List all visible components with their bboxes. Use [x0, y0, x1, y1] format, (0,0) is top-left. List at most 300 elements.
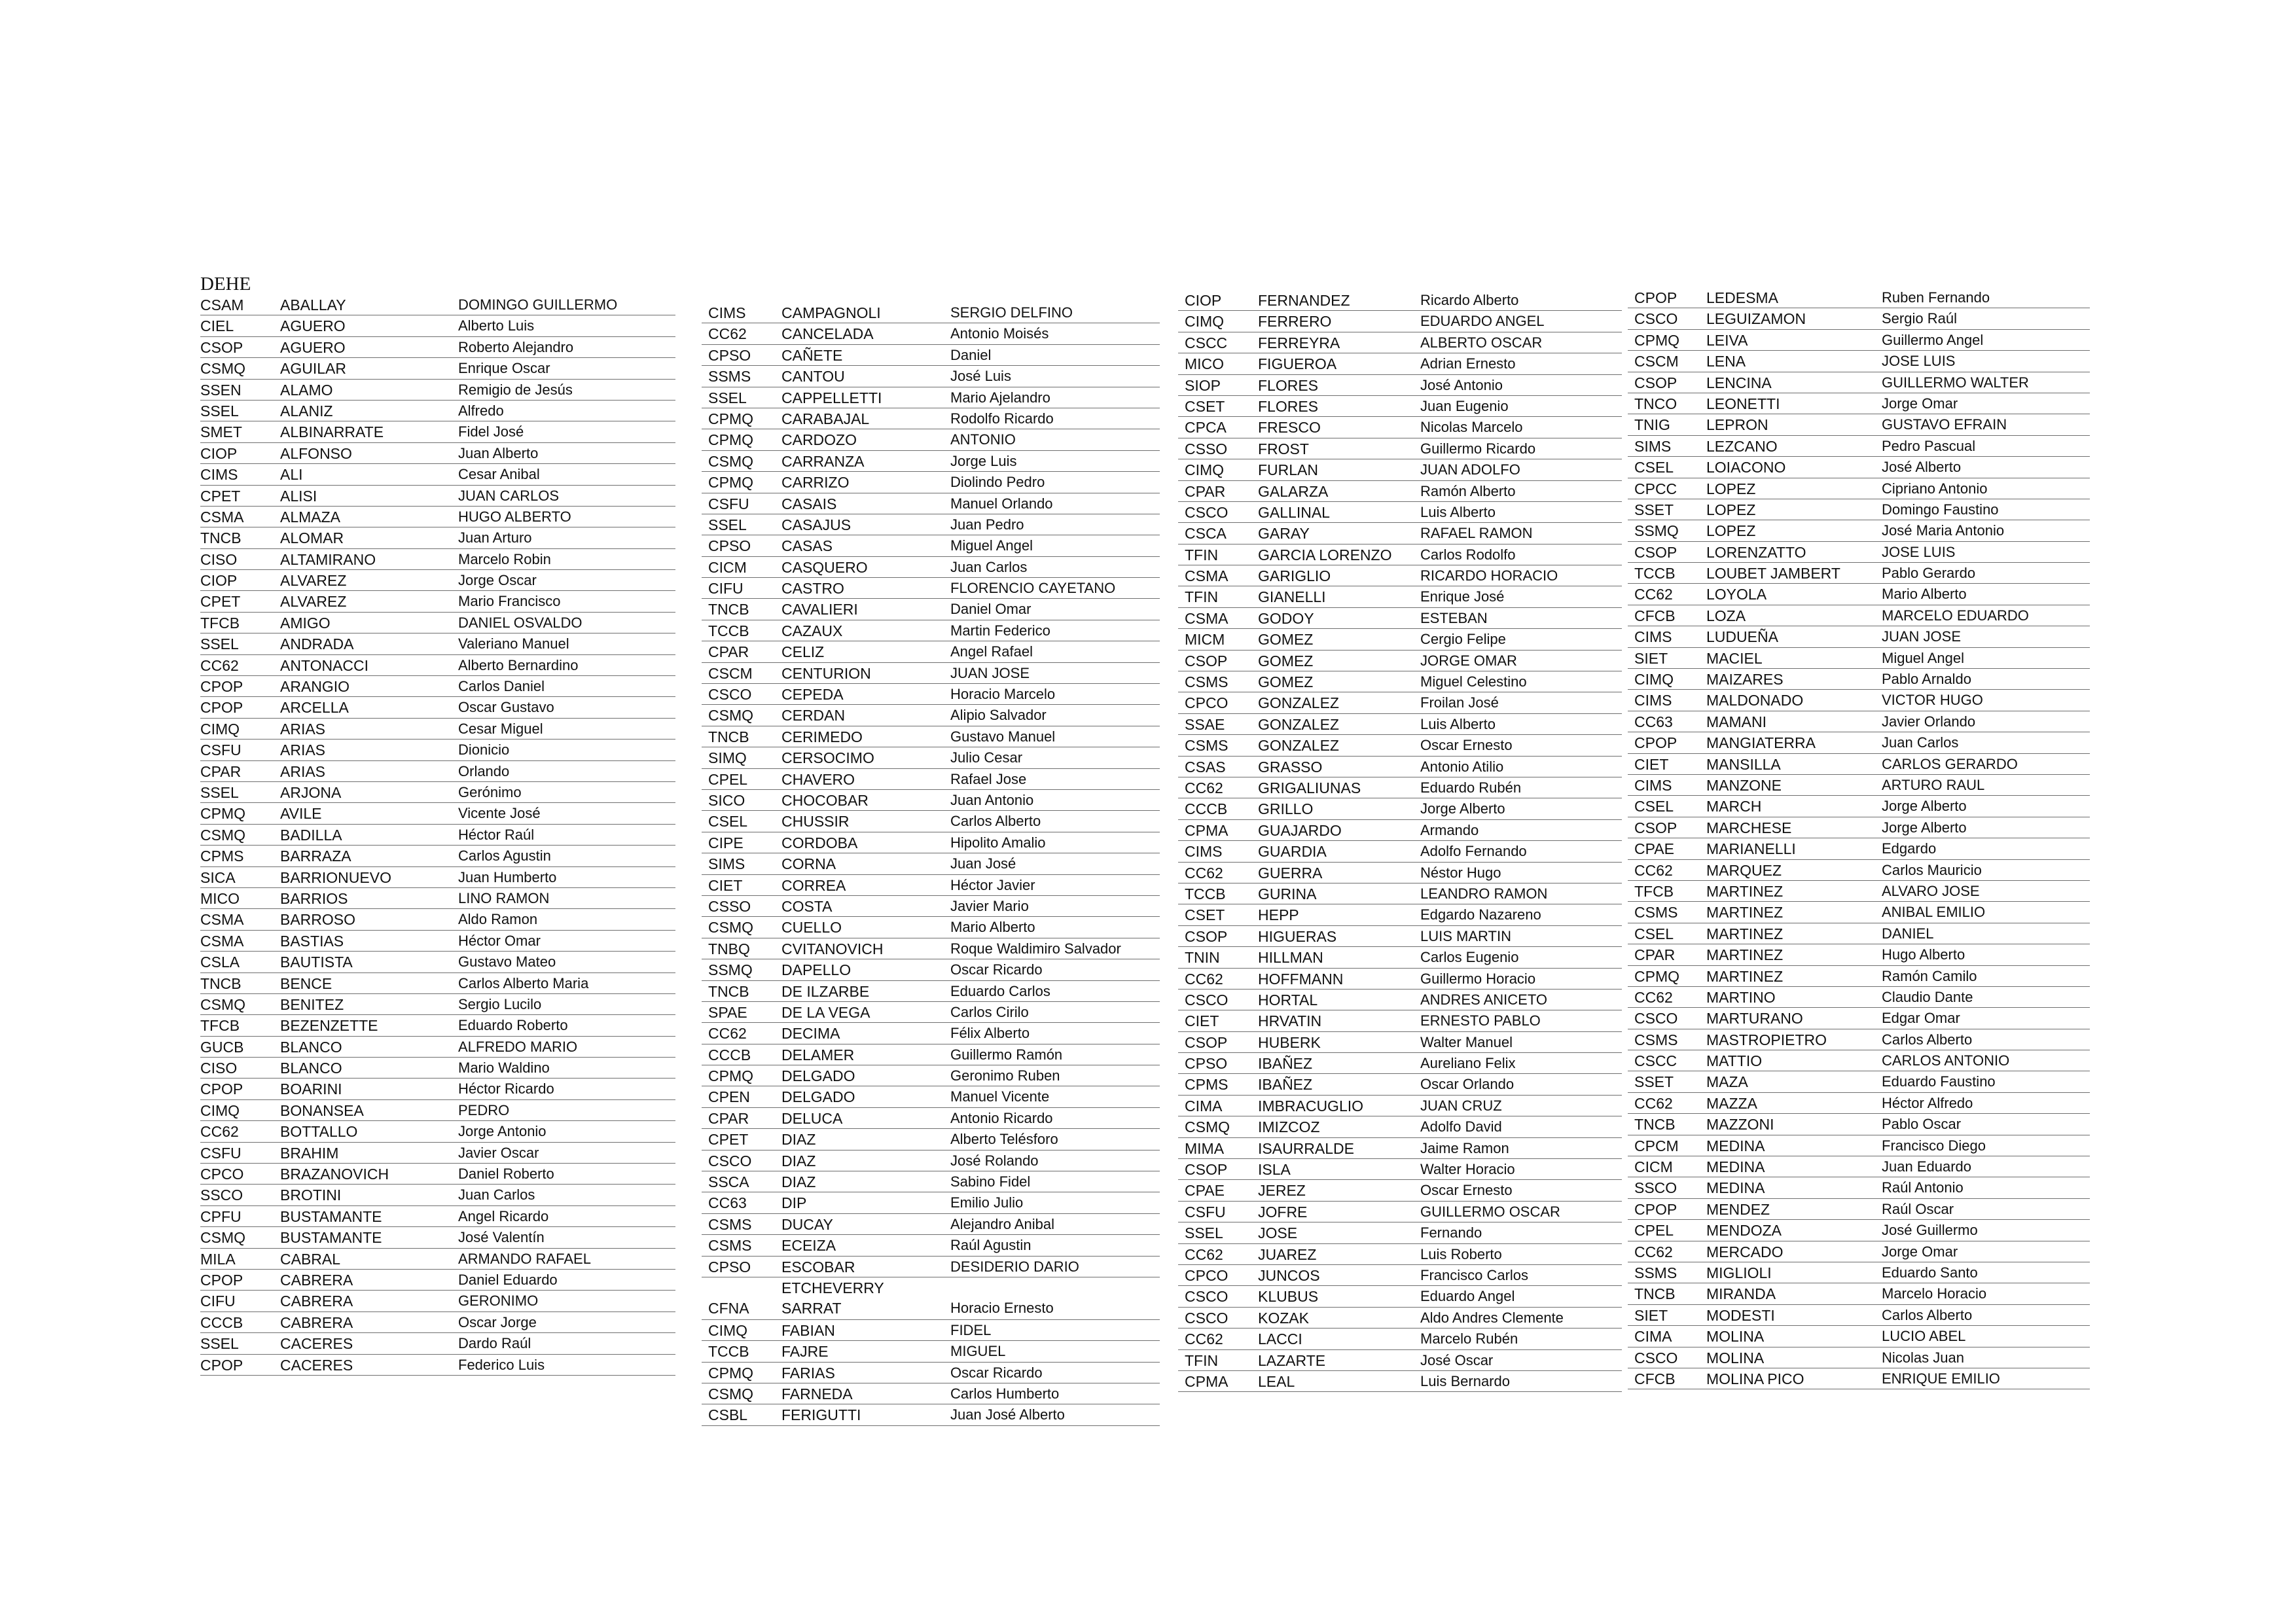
- unit-code: TNCB: [200, 529, 242, 547]
- given-names: Cesar Anibal: [458, 466, 540, 483]
- surname: GONZALEZ: [1258, 737, 1339, 755]
- surname: LOZA: [1706, 607, 1746, 624]
- surname: AGUERO: [280, 317, 346, 335]
- given-names: Aldo Ramon: [458, 911, 538, 928]
- surname: ARCELLA: [280, 699, 349, 717]
- table-row: [702, 663, 1160, 684]
- table-row: [702, 1002, 1160, 1023]
- surname: MIGLIOLI: [1706, 1264, 1772, 1281]
- table-row: [702, 1150, 1160, 1171]
- table-row: [200, 591, 675, 612]
- table-row: [1178, 1222, 1622, 1243]
- table-row: [1178, 565, 1622, 586]
- table-row: [702, 1404, 1160, 1425]
- given-names: CARLOS GERARDO: [1882, 755, 2018, 772]
- unit-code: CSCO: [708, 1152, 752, 1169]
- surname: MAZA: [1706, 1073, 1748, 1091]
- surname: DELUCA: [781, 1109, 843, 1127]
- table-row: [200, 1355, 675, 1376]
- given-names: RICARDO HORACIO: [1420, 567, 1558, 584]
- unit-code: SIOP: [1185, 376, 1221, 394]
- given-names: MIGUEL: [950, 1343, 1006, 1360]
- unit-code: CPAR: [1185, 482, 1226, 500]
- given-names: JUAN ADOLFO: [1420, 461, 1520, 478]
- surname: AGUILAR: [280, 360, 346, 378]
- surname: CAZAUX: [781, 622, 843, 639]
- table-row: [702, 408, 1160, 429]
- unit-code: CPAE: [1185, 1182, 1225, 1200]
- given-names: Jorge Alberto: [1882, 798, 1967, 815]
- surname: FABIAN: [781, 1321, 835, 1339]
- surname: CACERES: [280, 1356, 353, 1374]
- table-row: [200, 1185, 675, 1205]
- unit-code: CC62: [1185, 970, 1223, 988]
- given-names: Héctor Omar: [458, 932, 541, 949]
- surname: GRIGALIUNAS: [1258, 779, 1361, 796]
- unit-code: CIMQ: [1185, 461, 1225, 479]
- unit-code: CSCO: [1185, 1309, 1229, 1327]
- surname: BENITEZ: [280, 995, 344, 1013]
- surname: HIGUERAS: [1258, 927, 1337, 945]
- surname: ARIAS: [280, 741, 326, 759]
- unit-code: CPOP: [200, 1080, 243, 1098]
- given-names: Miguel Angel: [1882, 649, 1964, 666]
- unit-code: CSOP: [200, 338, 243, 356]
- surname: GUARDIA: [1258, 843, 1327, 861]
- surname: LEGUIZAMON: [1706, 310, 1806, 328]
- unit-code: CIMQ: [200, 720, 240, 738]
- table-row: [702, 1320, 1160, 1341]
- surname: CARABAJAL: [781, 410, 870, 427]
- unit-code: CIOP: [200, 444, 238, 462]
- unit-code: CPCO: [1185, 694, 1229, 712]
- unit-code: CPMQ: [708, 1364, 753, 1382]
- surname: MARTINEZ: [1706, 882, 1784, 900]
- given-names: Mario Ajelandro: [950, 389, 1050, 406]
- table-row: [200, 633, 675, 654]
- unit-code: CFCB: [1634, 1370, 1676, 1387]
- table-row: [200, 697, 675, 718]
- unit-code: CC62: [1185, 1330, 1223, 1348]
- given-names: Sergio Lucilo: [458, 995, 542, 1012]
- given-names: Diolindo Pedro: [950, 474, 1045, 491]
- unit-code: CSCM: [1634, 353, 1679, 370]
- surname: BEZENZETTE: [280, 1017, 378, 1035]
- table-row: [1178, 798, 1622, 819]
- given-names: Gerónimo: [458, 783, 522, 800]
- unit-code: CIMQ: [1634, 671, 1674, 688]
- table-row: [200, 380, 675, 401]
- table-row: [200, 740, 675, 760]
- table-row: [702, 387, 1160, 408]
- table-row: [702, 1171, 1160, 1192]
- surname: MARTINEZ: [1706, 967, 1784, 985]
- unit-code: CPOP: [1634, 289, 1677, 306]
- surname: MENDOZA: [1706, 1222, 1782, 1240]
- given-names: Armando: [1420, 821, 1479, 838]
- unit-code: MICO: [1185, 355, 1225, 373]
- surname: AVILE: [280, 805, 322, 823]
- given-names: Raúl Antonio: [1882, 1179, 1964, 1196]
- given-names: Cergio Felipe: [1420, 631, 1506, 648]
- table-row: [702, 832, 1160, 853]
- unit-code: CSOP: [1185, 927, 1228, 945]
- table-row: [702, 917, 1160, 938]
- unit-code: CSMS: [708, 1237, 752, 1255]
- given-names: Marcelo Horacio: [1882, 1285, 1987, 1302]
- given-names: Carlos Alberto Maria: [458, 974, 589, 991]
- table-row: [1178, 904, 1622, 925]
- unit-code: CC63: [1634, 713, 1673, 730]
- table-row: [1628, 775, 2090, 796]
- table-row: [702, 1044, 1160, 1065]
- table-row: [200, 994, 675, 1015]
- given-names: Luis Bernardo: [1420, 1372, 1510, 1389]
- surname: LOYOLA: [1706, 586, 1767, 603]
- surname: COSTA: [781, 897, 833, 915]
- table-row: [1628, 1368, 2090, 1389]
- table-row: [1178, 969, 1622, 990]
- surname: GODOY: [1258, 609, 1314, 627]
- table-row: [702, 345, 1160, 366]
- given-names: LUIS MARTIN: [1420, 927, 1511, 944]
- unit-code: CSCC: [1634, 1052, 1677, 1070]
- surname: CACERES: [280, 1335, 353, 1353]
- unit-code: CSMA: [1185, 567, 1229, 585]
- given-names: Carlos Cirilo: [950, 1003, 1029, 1020]
- table-row: [200, 1270, 675, 1291]
- unit-code: CISO: [200, 1060, 238, 1077]
- table-row: [200, 1079, 675, 1099]
- unit-code: CIMS: [1634, 628, 1672, 646]
- given-names: Edgardo: [1882, 840, 1937, 857]
- surname: CASAJUS: [781, 516, 852, 533]
- table-row: [1178, 608, 1622, 629]
- given-names: RAFAEL RAMON: [1420, 525, 1533, 542]
- surname: MANGIATERRA: [1706, 734, 1816, 752]
- surname: MEDINA: [1706, 1137, 1765, 1154]
- surname: LEZCANO: [1706, 437, 1778, 455]
- unit-code: TCCB: [1185, 885, 1226, 902]
- given-names: Carlos Alberto: [1882, 1306, 1973, 1323]
- surname: ARANGIO: [280, 678, 350, 696]
- given-names: Alejandro Anibal: [950, 1215, 1055, 1232]
- given-names: Angel Rafael: [950, 643, 1033, 660]
- given-names: ESTEBAN: [1420, 609, 1488, 626]
- table-row: [1178, 1159, 1622, 1180]
- surname: FLORES: [1258, 376, 1319, 394]
- table-row: [200, 909, 675, 930]
- surname: LORENZATTO: [1706, 543, 1806, 561]
- unit-code: TCCB: [1634, 565, 1676, 582]
- given-names: Javier Orlando: [1882, 713, 1976, 730]
- unit-code: CIMQ: [1185, 313, 1225, 330]
- table-row: [1178, 757, 1622, 777]
- personnel-column-3: [1178, 290, 1622, 1392]
- table-row: [1628, 393, 2090, 414]
- given-names: Daniel Eduardo: [458, 1271, 558, 1288]
- unit-code: CPOP: [200, 1356, 243, 1374]
- table-row: [1178, 671, 1622, 692]
- table-row: [702, 726, 1160, 747]
- unit-code: CPMQ: [200, 805, 245, 823]
- unit-code: CIMS: [1634, 692, 1672, 709]
- table-row: [702, 1108, 1160, 1129]
- table-row: [1628, 902, 2090, 923]
- unit-code: CSMQ: [708, 707, 753, 724]
- surname: FERRERO: [1258, 313, 1332, 330]
- table-row: [200, 867, 675, 888]
- unit-code: CPSO: [708, 346, 751, 364]
- table-row: [1628, 1326, 2090, 1347]
- given-names: Oscar Gustavo: [458, 699, 554, 716]
- surname: IMBRACUGLIO: [1258, 1097, 1364, 1115]
- surname: GRASSO: [1258, 758, 1323, 776]
- unit-code: CPMS: [200, 847, 244, 865]
- unit-code: CISO: [200, 550, 238, 568]
- unit-code: CSAM: [200, 296, 244, 313]
- given-names: ENRIQUE EMILIO: [1882, 1370, 2000, 1387]
- unit-code: CPMQ: [1634, 967, 1679, 985]
- unit-code: CC62: [1185, 864, 1223, 882]
- unit-code: SSEL: [1185, 1224, 1223, 1242]
- unit-code: CSFU: [200, 1144, 242, 1162]
- given-names: GUSTAVO EFRAIN: [1882, 416, 2007, 433]
- table-row: [1628, 414, 2090, 435]
- unit-code: CPEL: [708, 770, 748, 788]
- table-row: [702, 578, 1160, 599]
- given-names: ARMANDO RAFAEL: [458, 1250, 591, 1267]
- unit-code: MICO: [200, 889, 240, 907]
- table-row: [702, 959, 1160, 980]
- table-row: [1178, 311, 1622, 332]
- surname: IMIZCOZ: [1258, 1118, 1320, 1136]
- surname: CEPEDA: [781, 686, 844, 704]
- unit-code: CPFU: [200, 1207, 242, 1225]
- unit-code: CPMQ: [708, 474, 753, 491]
- surname: MARTINEZ: [1706, 946, 1784, 964]
- table-row: [702, 1214, 1160, 1235]
- surname: LENA: [1706, 353, 1746, 370]
- table-row: [702, 938, 1160, 959]
- surname: CERDAN: [781, 707, 846, 724]
- unit-code: CPOP: [200, 1271, 243, 1289]
- unit-code: CFCB: [1634, 607, 1676, 624]
- given-names: Héctor Alfredo: [1882, 1094, 1973, 1111]
- table-row: [1628, 542, 2090, 563]
- given-names: Manuel Vicente: [950, 1088, 1050, 1105]
- given-names: Edgar Omar: [1882, 1010, 1960, 1027]
- given-names: Alberto Luis: [458, 317, 535, 334]
- unit-code: CSCC: [1185, 334, 1228, 351]
- table-row: [1178, 629, 1622, 650]
- table-row: [1628, 1220, 2090, 1241]
- given-names: ANDRES ANICETO: [1420, 991, 1547, 1008]
- table-row: [702, 811, 1160, 832]
- given-names: Luis Roberto: [1420, 1245, 1502, 1262]
- given-names: Guillermo Ramón: [950, 1046, 1063, 1063]
- surname: CAÑETE: [781, 346, 843, 364]
- surname: GOMEZ: [1258, 652, 1314, 669]
- unit-code: SSEL: [708, 516, 747, 533]
- given-names: ALFREDO MARIO: [458, 1038, 578, 1055]
- given-names: José Guillermo: [1882, 1222, 1978, 1239]
- surname: ARIAS: [280, 720, 326, 738]
- given-names: Luis Alberto: [1420, 715, 1496, 732]
- given-names: Jorge Alberto: [1420, 800, 1505, 817]
- surname: FERREYRA: [1258, 334, 1340, 351]
- given-names: Marcelo Rubén: [1420, 1330, 1518, 1347]
- given-names: Alfredo: [458, 402, 504, 419]
- unit-code: TNCB: [708, 982, 749, 1000]
- given-names: Sergio Raúl: [1882, 310, 1957, 327]
- given-names: Guillermo Ricardo: [1420, 440, 1536, 457]
- surname: MASTROPIETRO: [1706, 1031, 1827, 1048]
- surname: BADILLA: [280, 826, 342, 844]
- table-row: [200, 1206, 675, 1227]
- surname: BAUTISTA: [280, 954, 353, 971]
- unit-code: TNCB: [1634, 1116, 1676, 1133]
- given-names: Néstor Hugo: [1420, 864, 1501, 881]
- unit-code: CSFU: [200, 741, 242, 759]
- table-row: [200, 1121, 675, 1142]
- unit-code: CPOP: [200, 699, 243, 717]
- unit-code: CPSO: [708, 537, 751, 555]
- table-row: [1628, 881, 2090, 902]
- surname: CERIMEDO: [781, 728, 863, 745]
- unit-code: CPAR: [708, 643, 749, 661]
- surname: ECEIZA: [781, 1237, 836, 1255]
- table-row: [1628, 1050, 2090, 1071]
- given-names: Remigio de Jesús: [458, 381, 573, 398]
- table-row: [1628, 1135, 2090, 1156]
- surname: MENDEZ: [1706, 1200, 1770, 1218]
- unit-code: CC62: [1185, 1245, 1223, 1263]
- unit-code: SSMQ: [708, 961, 753, 979]
- table-row: [702, 472, 1160, 493]
- unit-code: CCCB: [708, 1046, 751, 1063]
- surname: LACCI: [1258, 1330, 1302, 1348]
- table-row: [702, 1192, 1160, 1213]
- surname: MARTURANO: [1706, 1010, 1803, 1027]
- surname: FROST: [1258, 440, 1309, 457]
- given-names: Antonio Atilio: [1420, 758, 1504, 775]
- table-row: [1178, 990, 1622, 1010]
- unit-code: CSMQ: [200, 360, 245, 378]
- table-row: [1628, 1114, 2090, 1135]
- surname: LENCINA: [1706, 374, 1772, 391]
- given-names: Ruben Fernando: [1882, 289, 1990, 306]
- unit-code: CSCO: [1634, 1349, 1678, 1366]
- table-row: [1628, 1029, 2090, 1050]
- surname: DELGADO: [781, 1088, 855, 1106]
- unit-code: CIOP: [200, 572, 238, 590]
- surname: BUSTAMANTE: [280, 1207, 382, 1225]
- unit-code: CPMA: [1185, 1372, 1229, 1390]
- surname: CENTURION: [781, 664, 871, 682]
- given-names: JOSE LUIS: [1882, 353, 1956, 370]
- unit-code: SSEL: [200, 635, 239, 653]
- given-names: Carlos Eugenio: [1420, 949, 1519, 966]
- surname: BENCE: [280, 974, 332, 992]
- unit-code: SSMQ: [1634, 522, 1679, 540]
- table-row: [1178, 1371, 1622, 1392]
- given-names: ALBERTO OSCAR: [1420, 334, 1543, 351]
- surname-part: ETCHEVERRY: [781, 1279, 884, 1296]
- table-row: [702, 896, 1160, 917]
- given-names: JUAN JOSE: [1882, 628, 1962, 645]
- surname: CASQUERO: [781, 558, 868, 576]
- table-row: [1628, 1262, 2090, 1283]
- given-names: Félix Alberto: [950, 1025, 1030, 1042]
- surname: BOTTALLO: [280, 1123, 358, 1141]
- unit-code: CSMQ: [200, 826, 245, 844]
- table-row: [702, 1257, 1160, 1277]
- given-names: Enrique Oscar: [458, 360, 550, 377]
- surname: DE LA VEGA: [781, 1003, 870, 1021]
- surname: CHOCOBAR: [781, 791, 869, 809]
- surname: BARRIONUEVO: [280, 868, 391, 886]
- given-names: José Oscar: [1420, 1351, 1494, 1368]
- given-names: Guillermo Angel: [1882, 331, 1984, 348]
- surname: GALLINAL: [1258, 503, 1330, 521]
- given-names: Oscar Jorge: [458, 1313, 537, 1330]
- table-row: [1178, 523, 1622, 544]
- unit-code: CSMQ: [708, 452, 753, 470]
- given-names: DESIDERIO DARIO: [950, 1258, 1079, 1275]
- table-row: [1628, 330, 2090, 351]
- unit-code: SSCO: [1634, 1179, 1677, 1197]
- given-names: Pablo Gerardo: [1882, 565, 1976, 582]
- unit-code: CCCB: [1185, 800, 1228, 818]
- surname: JEREZ: [1258, 1182, 1306, 1200]
- surname: BARRIOS: [280, 889, 348, 907]
- surname: ALANIZ: [280, 402, 333, 419]
- surname: JUAREZ: [1258, 1245, 1317, 1263]
- given-names: José Maria Antonio: [1882, 522, 2005, 539]
- given-names: Francisco Carlos: [1420, 1266, 1529, 1283]
- given-names: Dardo Raúl: [458, 1335, 531, 1352]
- unit-code: CPCC: [1634, 480, 1677, 497]
- unit-code: CPCM: [1634, 1137, 1679, 1154]
- unit-code: SSEL: [200, 783, 239, 801]
- given-names: Manuel Orlando: [950, 495, 1053, 512]
- unit-code: CSMQ: [200, 1229, 245, 1247]
- table-row: [1628, 478, 2090, 499]
- surname: LEONETTI: [1706, 395, 1780, 412]
- given-names: Francisco Diego: [1882, 1137, 1986, 1154]
- unit-code: CSFU: [1185, 1203, 1226, 1221]
- surname: ARIAS: [280, 762, 326, 780]
- surname: GONZALEZ: [1258, 694, 1339, 712]
- given-names: Juan Arturo: [458, 529, 532, 546]
- given-names: Angel Ricardo: [458, 1207, 549, 1224]
- given-names: Rodolfo Ricardo: [950, 410, 1054, 427]
- surname: CANTOU: [781, 368, 845, 385]
- table-row: [1178, 459, 1622, 480]
- surname: CABRERA: [280, 1271, 353, 1289]
- unit-code: SPAE: [708, 1003, 747, 1021]
- surname: DIAZ: [781, 1173, 816, 1191]
- table-row: [1628, 1156, 2090, 1177]
- unit-code: CIMS: [1634, 776, 1672, 794]
- surname: ARJONA: [280, 783, 342, 801]
- given-names: Gustavo Manuel: [950, 728, 1056, 745]
- table-row: [1628, 732, 2090, 753]
- given-names: Eduardo Santo: [1882, 1264, 1978, 1281]
- table-row: [702, 366, 1160, 387]
- table-row: [1178, 1329, 1622, 1349]
